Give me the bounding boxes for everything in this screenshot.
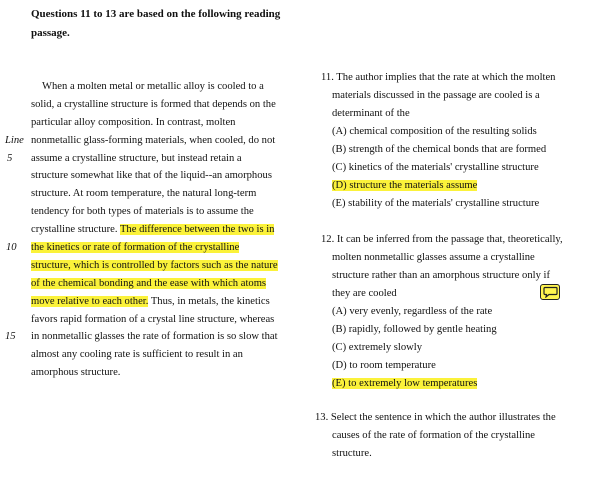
question-stem: determinant of the: [332, 108, 410, 119]
line-number-10: 10: [6, 242, 17, 254]
question-stem: causes of the rate of formation of the crystalline: [332, 430, 535, 441]
passage-line: [5, 328, 301, 346]
question-stem: molten nonmetallic glasses assume a crystalline: [332, 252, 535, 263]
passage-line: [5, 132, 301, 150]
highlighted-text[interactable]: the kinetics or rate of formation of the crystalline: [31, 242, 240, 254]
passage-line: [7, 150, 301, 168]
passage-line: tendency for both types of materials is to assume the: [31, 206, 254, 218]
passage-line-text: Thus, in metals, the kinetics: [148, 295, 270, 307]
passage-line: solid, a crystalline structure is formed that depends on the: [31, 98, 276, 110]
answer-option-b[interactable]: (B) strength of the chemical bonds that are formed: [332, 144, 547, 155]
passage-line: [31, 293, 301, 311]
highlighted-text[interactable]: of the chemical bonding and the ease with which atoms: [31, 277, 267, 289]
answer-option-a[interactable]: (A) chemical composition of the resulting solids: [332, 126, 537, 137]
passage-line: amorphous structure.: [31, 367, 121, 379]
passage-line: structure. At room temperature, the natural long-term: [31, 188, 257, 200]
answer-option-d[interactable]: (D) to room temperature: [332, 360, 436, 371]
question-stem: they are cooled: [332, 288, 397, 299]
question-stem: materials discussed in the passage are cooled is a: [332, 90, 540, 101]
speech-bubble-icon: [543, 286, 558, 298]
passage-line: [31, 257, 301, 275]
passage-line-text: nonmetallic glass-forming materials, when cooled, do not: [31, 134, 276, 146]
answer-option-c[interactable]: (C) kinetics of the materials' crystalline structure: [332, 162, 539, 173]
passage-line: [31, 221, 301, 239]
highlighted-text[interactable]: structure, which is controlled by factors such as the nature: [31, 259, 278, 271]
comment-note-icon[interactable]: [540, 284, 560, 300]
question-11: [321, 69, 589, 213]
answer-option-d-selected[interactable]: (D) structure the materials assume: [332, 180, 478, 191]
question-13: [315, 409, 583, 463]
line-number-15: 15: [5, 331, 16, 343]
question-stem: 13. Select the sentence in which the author illustrates the: [315, 412, 556, 423]
answer-option-e[interactable]: (E) stability of the materials' crystalline structure: [332, 198, 540, 209]
passage-line-text: in nonmetallic glasses the rate of formation is so slow that: [31, 331, 278, 343]
question-stem: structure.: [332, 448, 372, 459]
line-number-5: 5: [7, 152, 13, 164]
line-label: Line: [5, 134, 24, 146]
question-stem: 11. The author implies that the rate at which the molten: [321, 72, 556, 83]
passage-line-text: crystalline structure.: [31, 224, 120, 236]
question-stem: structure rather than an amorphous structure only if: [332, 270, 550, 281]
highlighted-text[interactable]: The difference between the two is in: [119, 224, 275, 236]
answer-option-e-selected[interactable]: (E) to extremely low temperatures: [332, 378, 478, 389]
answer-option-b[interactable]: (B) rapidly, followed by gentle heating: [332, 324, 497, 335]
passage-line: almost any cooling rate is sufficient to result in an: [31, 349, 243, 361]
header-line-2: passage.: [31, 27, 70, 39]
passage-line: structure somewhat like that of the liquid--an amorphous: [31, 170, 272, 182]
passage-line: favors rapid formation of a crystal line structure, whereas: [31, 313, 275, 325]
question-12: [321, 231, 589, 393]
passage-line-text: assume a crystalline structure, but instead retain a: [31, 152, 242, 164]
passage-header: [31, 5, 311, 43]
passage-line: [31, 275, 301, 293]
question-stem: 12. It can be inferred from the passage that, theoretically,: [321, 234, 563, 245]
header-line-1: Questions 11 to 13 are based on the following reading: [31, 8, 281, 20]
answer-option-a[interactable]: (A) very evenly, regardless of the rate: [332, 306, 493, 317]
passage-line: particular alloy composition. In contrast, molten: [31, 116, 236, 128]
passage-line: [6, 239, 301, 257]
answer-option-c[interactable]: (C) extremely slowly: [332, 342, 423, 353]
highlighted-text[interactable]: move relative to each other.: [31, 295, 149, 307]
reading-passage: [5, 78, 301, 382]
passage-line: When a molten metal or metallic alloy is cooled to a: [42, 81, 264, 92]
